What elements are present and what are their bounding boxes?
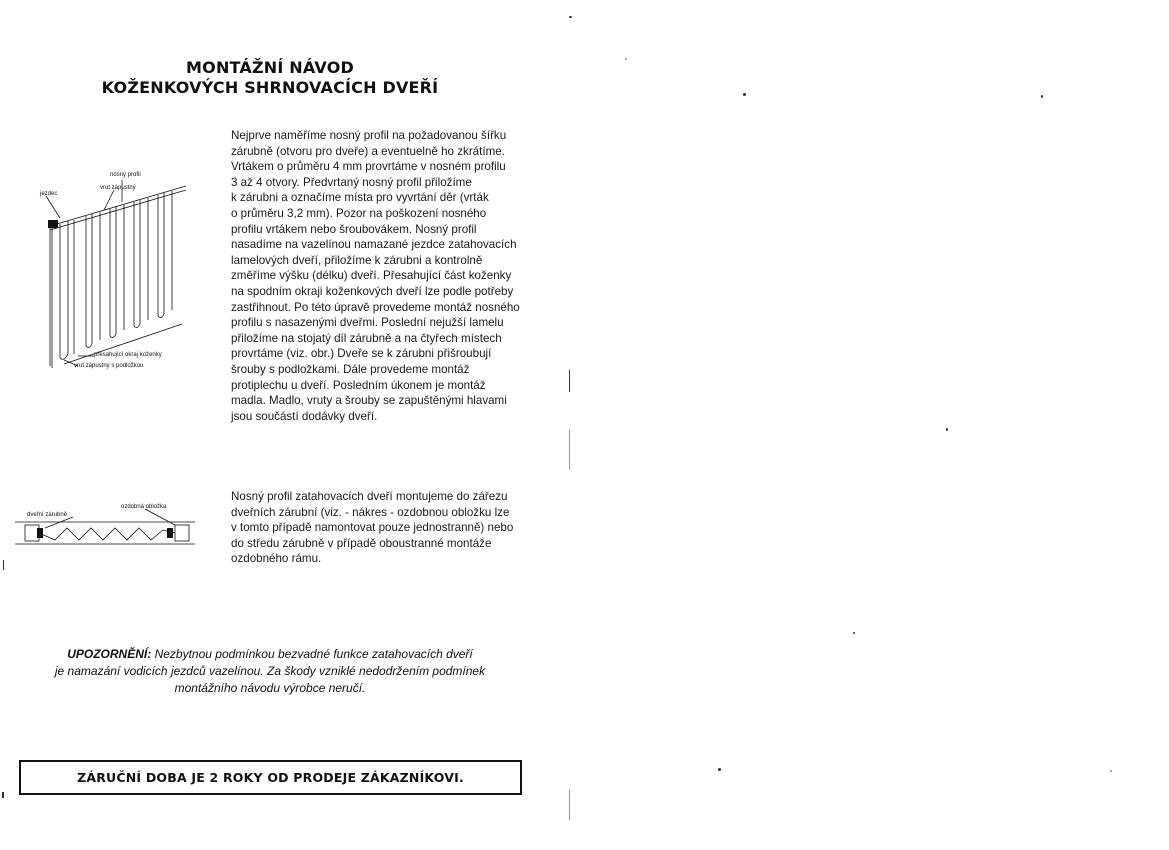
scan-speck: [569, 790, 570, 820]
label-jezdec: jezdec: [40, 191, 58, 197]
scan-speck: [569, 430, 570, 470]
scan-speck: [569, 16, 572, 18]
label-nosny-profil: nosný profil: [110, 172, 141, 178]
label-vrut-s-podlozkou: vrut zápustný s podložkou: [74, 363, 144, 369]
text-line: nasadíme na vazelínou namazané jezdce zatahovacích: [231, 238, 517, 252]
scan-speck: [853, 632, 855, 634]
door-assembly-figure: [38, 168, 190, 378]
text-line: přiložíme na stojatý díl zárubně a na čtyřech místech: [231, 331, 502, 345]
text-line: k zárubni a označíme místa pro vyvrtání děr (vrták: [231, 191, 489, 205]
scan-speck: [718, 768, 721, 771]
text-line: Nosný profil zatahovacích dveří montujeme do zářezu: [231, 490, 508, 503]
scan-speck: [1041, 95, 1043, 98]
text-line: změříme výšku (délku) dveří. Přesahující část koženky: [231, 269, 512, 283]
label-dverni-zarubne: dveřní zárubně: [27, 512, 68, 518]
label-ozdobna-oblozka: ozdobná obložka: [121, 504, 167, 510]
text-line: profilu s nasazenými dveřmi. Poslední nejužší lamelu: [231, 316, 504, 330]
text-line: profilu vrtákem nebo šroubovákem. Nosný profil: [231, 222, 477, 236]
text-line: zastřihnout. Po této úpravě provedeme montáž nosného: [231, 300, 520, 314]
text-line: Nejprve naměříme nosný profil na požadovanou šířku: [231, 129, 507, 142]
warranty-box: ZÁRUČNÍ DOBA JE 2 ROKY OD PRODEJE ZÁKAZNÍKOVI.: [19, 760, 522, 795]
text-line: dveřních zárubní (viz. - nákres - ozdobnou obložku lze: [231, 505, 510, 519]
warning-notice: [30, 646, 510, 697]
scan-speck: [625, 58, 627, 60]
text-line: Vrtákem o průměru 4 mm provrtáme v nosném profilu: [231, 160, 506, 174]
notice-line-2: je namazání vodicích jezdců vazelínou. Za škody vzniklé nedodržením podmínek: [54, 664, 486, 678]
text-line: zárubně (otvoru pro dveře) a eventuelně ho zkrátíme.: [231, 144, 505, 158]
notice-label: UPOZORNĚNÍ:: [67, 647, 152, 661]
text-line: ozdobného rámu.: [231, 552, 322, 566]
label-vrut-zapustny: vrut zápustný: [100, 185, 136, 191]
text-line: madla. Madlo, vruty a šrouby se zapuštěnými hlavami: [231, 394, 507, 408]
scan-speck: [946, 428, 948, 431]
text-line: 3 až 4 otvory. Předvrtaný nosný profil přiložíme: [231, 175, 472, 189]
scan-speck: [3, 560, 4, 570]
document-title: [60, 58, 480, 98]
title-line-1: MONTÁŽNÍ NÁVOD: [186, 58, 354, 77]
text-line: v tomto případě namontovat pouze jednostranně) nebo: [231, 521, 514, 535]
text-line: lamelových dveří, přiložíme k zárubni a kontrolně: [231, 253, 483, 267]
title-line-2: KOŽENKOVÝCH SHRNOVACÍCH DVEŘÍ: [101, 78, 439, 97]
scan-speck: [2, 792, 4, 798]
scan-speck: [743, 93, 746, 96]
instructions-paragraph-2: [231, 489, 531, 567]
label-presahujici-okraj: přesahující okraj koženky: [94, 352, 162, 358]
notice-line-3: montážního návodu výrobce neručí.: [174, 681, 366, 695]
instructions-paragraph-1: [231, 128, 531, 424]
scan-speck: [569, 370, 570, 392]
text-line: o průměru 3,2 mm). Pozor na poškození nosného: [231, 206, 487, 220]
notice-text-1: Nezbytnou podmínkou bezvadné funkce zatahovacích dveří: [154, 647, 473, 661]
scan-speck: [1110, 770, 1112, 772]
text-line: na spodním okraji koženkových dveří lze podle potřeby: [231, 284, 514, 298]
text-line: provrtáme (viz. obr.) Dveře se k zárubni přišroubují: [231, 347, 492, 361]
text-line: jsou součástí dodávky dveří.: [231, 409, 378, 423]
text-line: do středu zárubně v případě oboustranné montáže: [231, 536, 492, 550]
text-line: šrouby s podložkami. Dále provedeme montáž: [231, 362, 470, 376]
profile-cross-section-figure: [15, 500, 195, 560]
text-line: protiplechu u dveří. Posledním úkonem je montáž: [231, 378, 486, 392]
notice-line-1: [30, 646, 510, 663]
